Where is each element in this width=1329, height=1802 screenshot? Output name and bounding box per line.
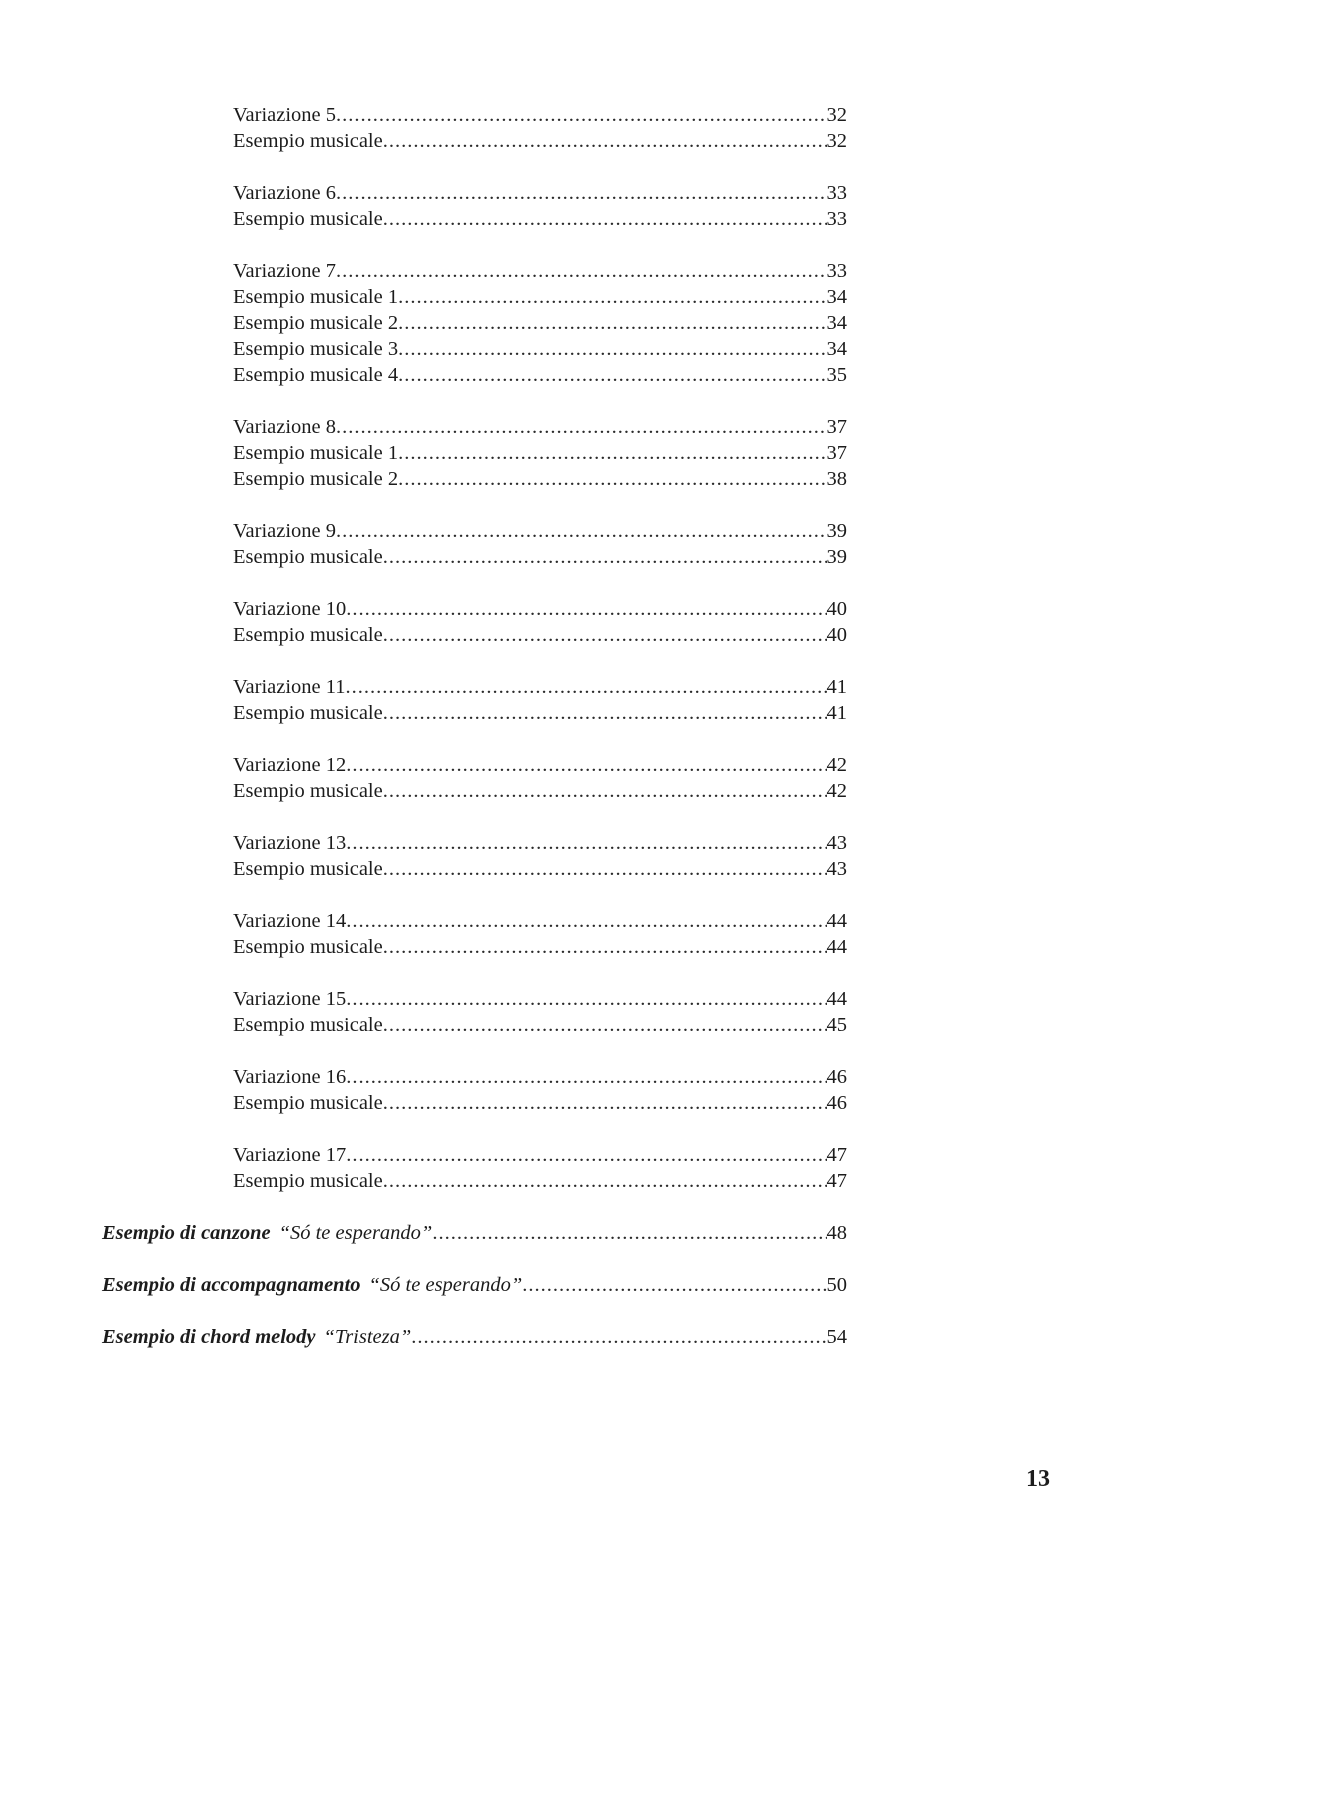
toc-entry-label: Esempio musicale	[233, 130, 383, 152]
toc-entry-page: 39	[826, 520, 847, 542]
toc-entry-page: 38	[826, 468, 847, 490]
toc-entry-page: 42	[826, 780, 847, 802]
toc-entry	[233, 258, 847, 284]
toc-entry-page: 34	[826, 338, 847, 360]
toc-entry	[233, 830, 847, 856]
toc-entry-page: 41	[826, 702, 847, 724]
dot-leader	[398, 284, 826, 310]
dot-leader	[522, 1272, 826, 1298]
dot-leader	[336, 258, 826, 284]
table-of-contents	[0, 102, 1152, 1376]
dot-leader	[383, 856, 827, 882]
toc-entry-label: Esempio musicale 1	[233, 286, 399, 308]
toc-entry-label: Esempio musicale 4	[233, 364, 399, 386]
toc-entry	[233, 102, 847, 128]
toc-entry-page: 37	[826, 442, 847, 464]
toc-entry-label: Esempio musicale	[233, 780, 383, 802]
dot-leader	[346, 908, 826, 934]
toc-entry-label: Variazione 13	[233, 832, 347, 854]
toc-entry-page: 34	[826, 312, 847, 334]
dot-leader	[383, 622, 827, 648]
toc-entry	[233, 622, 847, 648]
toc-entry	[233, 1012, 847, 1038]
toc-entry	[233, 310, 847, 336]
toc-entry	[233, 206, 847, 232]
toc-main-entry	[102, 1272, 847, 1298]
dot-leader	[346, 596, 826, 622]
toc-entry	[233, 596, 847, 622]
toc-entry	[233, 336, 847, 362]
toc-entry	[233, 414, 847, 440]
toc-entry-page: 40	[826, 624, 847, 646]
toc-entry-label: Variazione 14	[233, 910, 347, 932]
toc-entry-label: Variazione 15	[233, 988, 347, 1010]
toc-entry	[233, 1090, 847, 1116]
toc-entry-label: Variazione 8	[233, 416, 337, 438]
toc-entry-page: 40	[826, 598, 847, 620]
toc-group	[0, 752, 1152, 804]
toc-group	[0, 518, 1152, 570]
toc-entry	[233, 1064, 847, 1090]
toc-entry-page: 34	[826, 286, 847, 308]
toc-entry-label: Esempio musicale	[233, 546, 383, 568]
toc-entry	[233, 362, 847, 388]
dot-leader	[383, 206, 827, 232]
dot-leader	[398, 440, 826, 466]
dot-leader	[383, 1168, 827, 1194]
toc-entry	[233, 284, 847, 310]
dot-leader	[383, 1090, 827, 1116]
toc-main-entry-title: “Só te esperando”	[278, 1222, 433, 1244]
dot-leader	[336, 180, 826, 206]
toc-main-entry	[102, 1324, 847, 1350]
toc-entry	[233, 986, 847, 1012]
toc-main-entry-page: 54	[826, 1326, 847, 1348]
toc-entry-page: 37	[826, 416, 847, 438]
toc-entry-page: 47	[826, 1144, 847, 1166]
toc-main-entry-label: Esempio di canzone	[102, 1222, 271, 1244]
toc-main-entry-page: 50	[826, 1274, 847, 1296]
dot-leader	[398, 466, 826, 492]
toc-entry-label: Esempio musicale 3	[233, 338, 399, 360]
toc-entry-page: 43	[826, 858, 847, 880]
toc-entry-label: Esempio musicale	[233, 208, 383, 230]
toc-entry-page: 43	[826, 832, 847, 854]
toc-group	[0, 414, 1152, 492]
toc-entry-page: 33	[826, 182, 847, 204]
dot-leader	[346, 830, 826, 856]
toc-group	[0, 102, 1152, 154]
dot-leader	[383, 934, 827, 960]
toc-entry	[233, 544, 847, 570]
toc-entry	[233, 1168, 847, 1194]
toc-entry-page: 32	[826, 130, 847, 152]
toc-main-entry	[102, 1220, 847, 1246]
toc-entry-label: Esempio musicale 1	[233, 442, 399, 464]
toc-main-entry-title: “Tristeza”	[323, 1326, 412, 1348]
dot-leader	[398, 310, 826, 336]
dot-leader	[411, 1324, 826, 1350]
toc-entry	[233, 466, 847, 492]
toc-entry-page: 35	[826, 364, 847, 386]
toc-entry-label: Variazione 6	[233, 182, 337, 204]
dot-leader	[336, 414, 826, 440]
toc-entry-page: 44	[826, 936, 847, 958]
toc-entry-label: Variazione 5	[233, 104, 337, 126]
dot-leader	[336, 102, 826, 128]
dot-leader	[398, 336, 826, 362]
toc-entry-page: 33	[826, 208, 847, 230]
toc-entry-page: 39	[826, 546, 847, 568]
toc-group	[0, 908, 1152, 960]
dot-leader	[346, 674, 827, 700]
toc-entry-label: Variazione 17	[233, 1144, 347, 1166]
toc-entry-page: 46	[826, 1092, 847, 1114]
dot-leader	[346, 1142, 826, 1168]
dot-leader	[383, 1012, 827, 1038]
dot-leader	[346, 1064, 826, 1090]
toc-entry-label: Esempio musicale	[233, 1170, 383, 1192]
toc-entry-label: Esempio musicale 2	[233, 312, 399, 334]
toc-entry-label: Esempio musicale	[233, 936, 383, 958]
toc-main-entry-page: 48	[826, 1222, 847, 1244]
toc-entry	[233, 518, 847, 544]
toc-group	[0, 258, 1152, 388]
toc-entry-label: Variazione 9	[233, 520, 337, 542]
dot-leader	[383, 700, 827, 726]
toc-entry-page: 44	[826, 910, 847, 932]
toc-entry-label: Variazione 11	[233, 676, 346, 698]
toc-entry	[233, 180, 847, 206]
dot-leader	[383, 544, 827, 570]
dot-leader	[346, 986, 826, 1012]
toc-entry-label: Esempio musicale 2	[233, 468, 399, 490]
toc-entry-page: 42	[826, 754, 847, 776]
toc-entry-label: Esempio musicale	[233, 702, 383, 724]
toc-main-entry-label: Esempio di chord melody	[102, 1326, 316, 1348]
toc-entry	[233, 440, 847, 466]
toc-entry	[233, 908, 847, 934]
toc-entry	[233, 752, 847, 778]
toc-entry-label: Esempio musicale	[233, 624, 383, 646]
toc-main-entry-label: Esempio di accompagnamento	[102, 1274, 361, 1296]
toc-entry	[233, 674, 847, 700]
toc-entry-page: 33	[826, 260, 847, 282]
toc-entry	[233, 934, 847, 960]
toc-entry-label: Esempio musicale	[233, 1092, 383, 1114]
toc-entry	[233, 700, 847, 726]
dot-leader	[336, 518, 826, 544]
dot-leader	[398, 362, 826, 388]
toc-entry-label: Variazione 12	[233, 754, 347, 776]
toc-entry-page: 47	[826, 1170, 847, 1192]
toc-group	[0, 830, 1152, 882]
toc-entry-label: Variazione 10	[233, 598, 347, 620]
toc-group	[0, 1142, 1152, 1194]
toc-entry-label: Esempio musicale	[233, 1014, 383, 1036]
toc-entry-label: Esempio musicale	[233, 858, 383, 880]
dot-leader	[383, 778, 827, 804]
toc-entry-page: 45	[826, 1014, 847, 1036]
toc-entry-page: 44	[826, 988, 847, 1010]
toc-main-entry-title: “Só te esperando”	[368, 1274, 523, 1296]
toc-entry	[233, 856, 847, 882]
toc-entry	[233, 128, 847, 154]
toc-entry	[233, 1142, 847, 1168]
dot-leader	[346, 752, 826, 778]
page-number: 13	[1026, 1466, 1050, 1492]
dot-leader	[383, 128, 827, 154]
toc-entry-label: Variazione 7	[233, 260, 337, 282]
toc-entry	[233, 778, 847, 804]
toc-group	[0, 180, 1152, 232]
toc-group	[0, 1064, 1152, 1116]
toc-entry-page: 41	[826, 676, 847, 698]
dot-leader	[432, 1220, 826, 1246]
toc-group	[0, 674, 1152, 726]
toc-entry-page: 32	[826, 104, 847, 126]
toc-entry-page: 46	[826, 1066, 847, 1088]
toc-entry-label: Variazione 16	[233, 1066, 347, 1088]
toc-group	[0, 596, 1152, 648]
toc-group	[0, 986, 1152, 1038]
